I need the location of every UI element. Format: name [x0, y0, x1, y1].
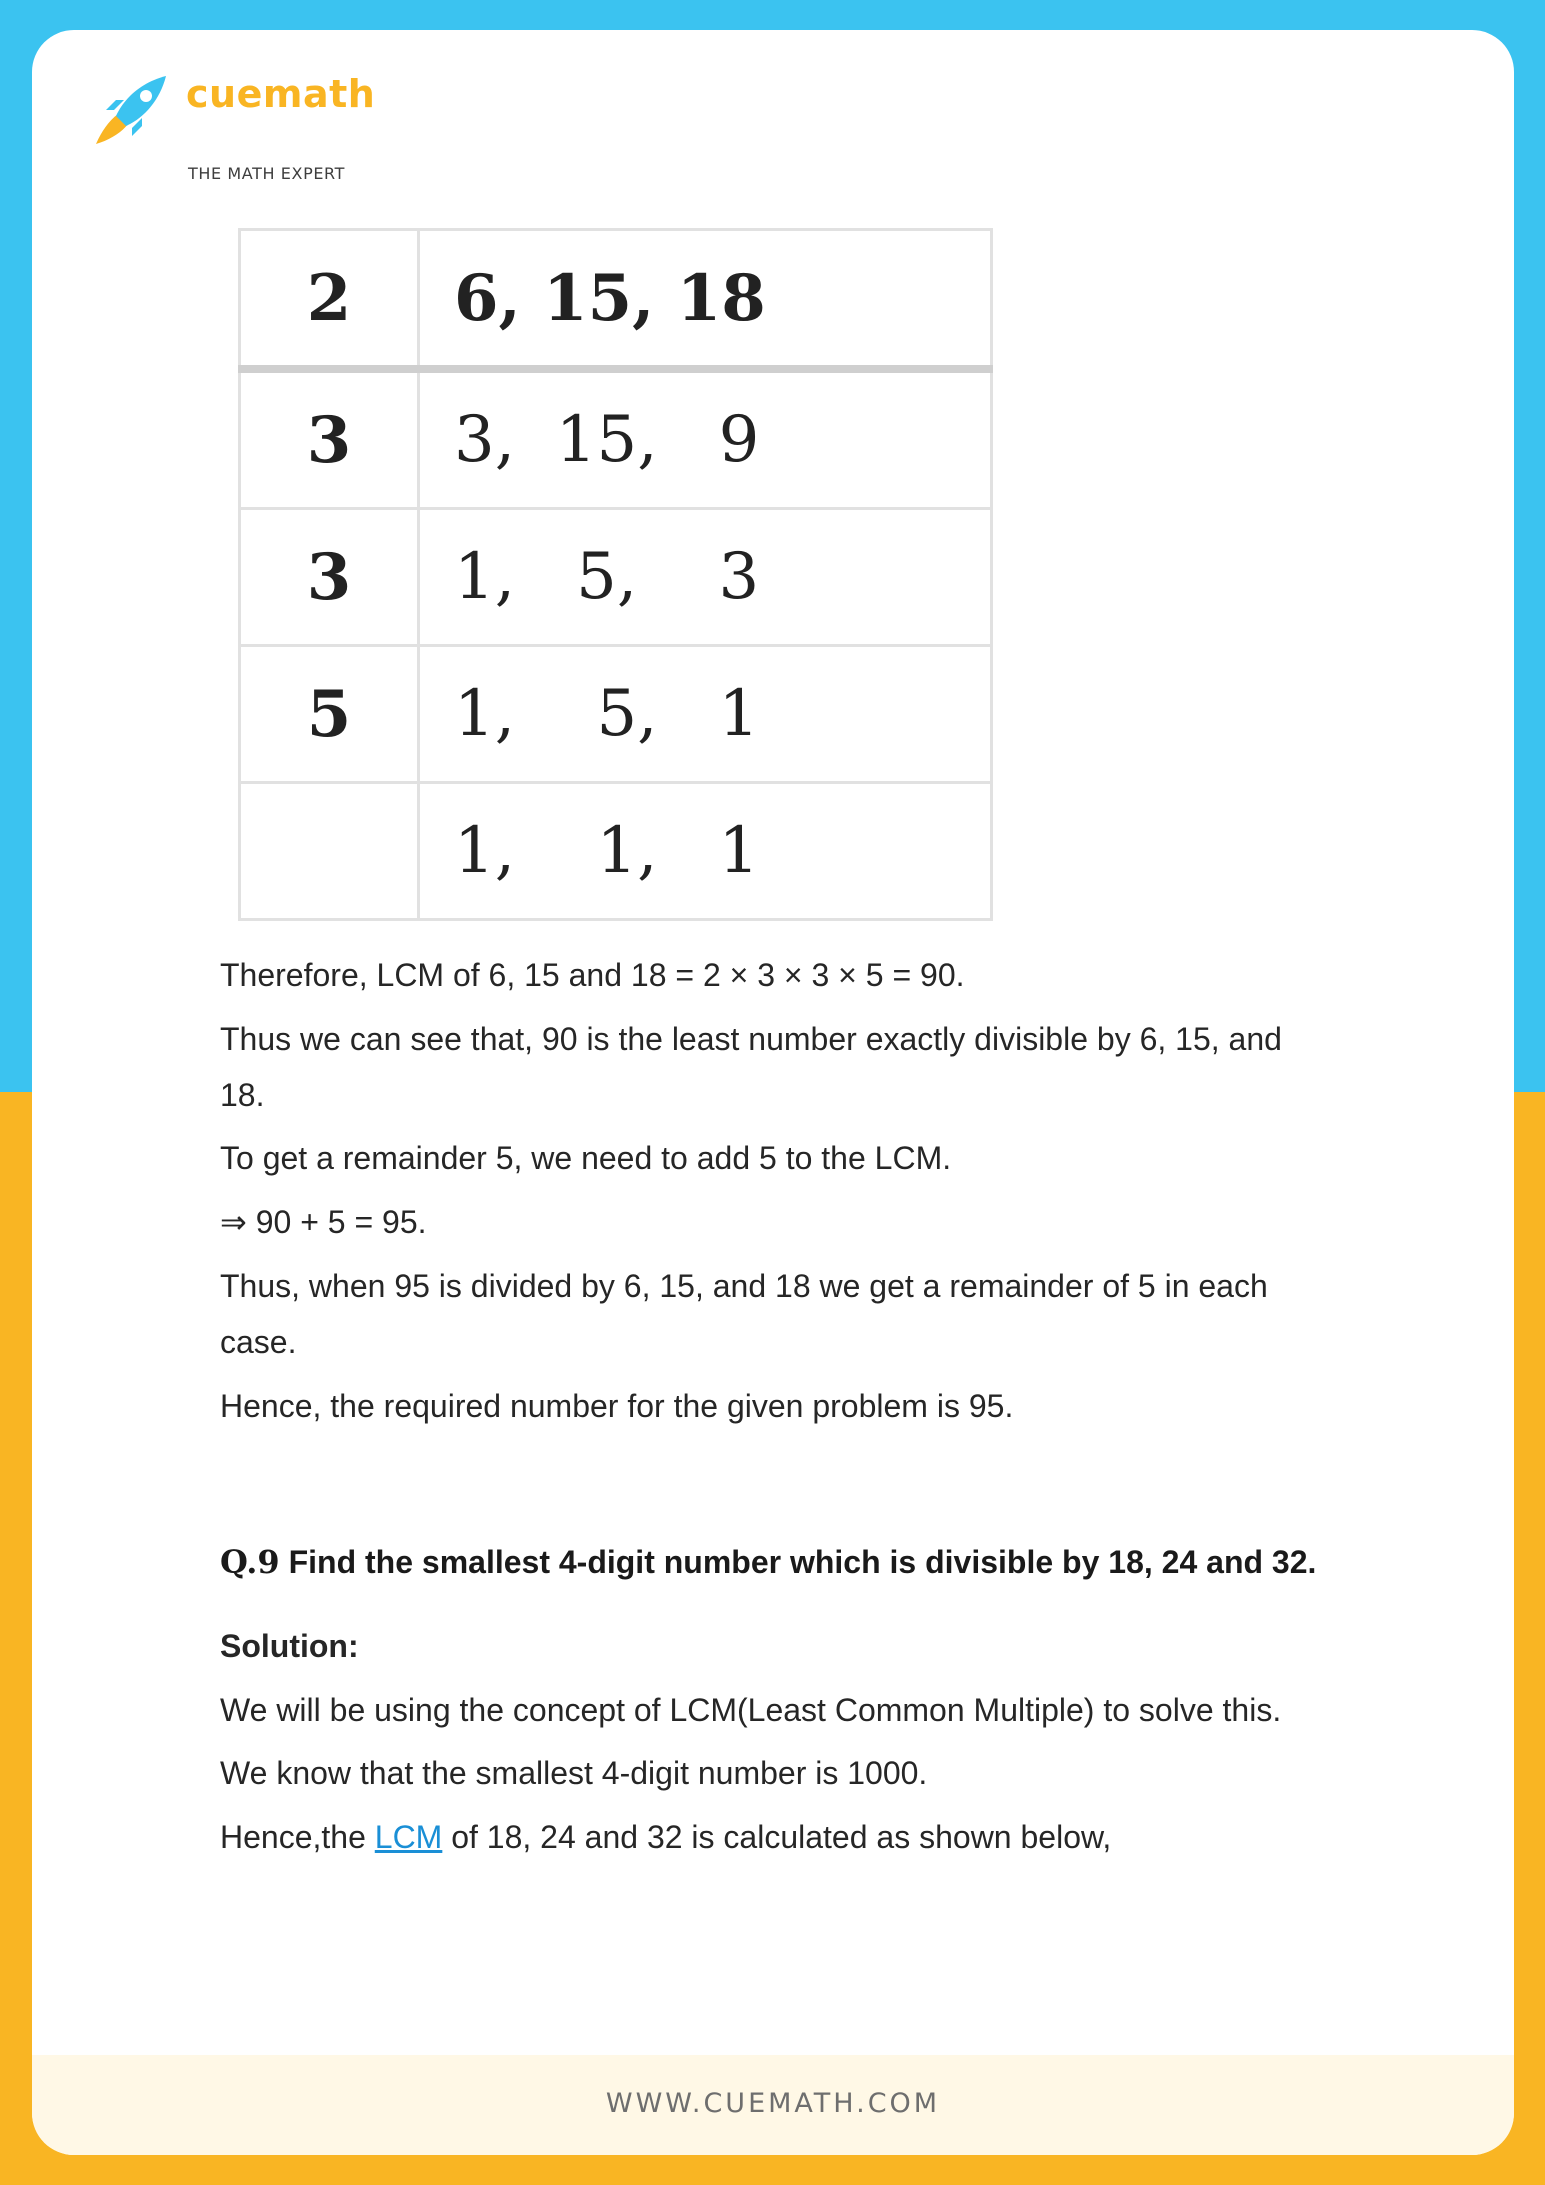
lcm-result-text: Therefore, LCM of 6, 15 and 18 = 2 × 3 × 3 × 5 = 90.: [220, 957, 965, 993]
question-number: Q.9: [220, 1543, 280, 1581]
table-row: [240, 646, 992, 783]
solution-label: Solution:: [220, 1628, 359, 1664]
numbers-cell: 3, 15, 9: [419, 369, 992, 509]
lcm-intro-after: of 18, 24 and 32 is calculated as shown below,: [442, 1819, 1112, 1855]
divisor-cell: 3: [240, 369, 419, 509]
numbers-cell: 1, 5, 3: [419, 509, 992, 646]
page-card: [32, 30, 1514, 2155]
numbers-cell: 1, 1, 1: [419, 783, 992, 920]
table-row: [240, 230, 992, 370]
divisor-cell: 5: [240, 646, 419, 783]
brand-name: cuemath: [186, 72, 376, 116]
addition-step-text: ⇒ 90 + 5 = 95.: [220, 1204, 427, 1240]
solution-concept-text: We will be using the concept of LCM(Least Common Multiple) to solve this.: [220, 1692, 1282, 1728]
question-text: Find the smallest 4-digit number which is divisible by 18, 24 and 32.: [288, 1544, 1317, 1580]
least-number-text: [220, 1011, 1430, 1123]
cuemath-logo[interactable]: [88, 70, 388, 183]
table-row: [240, 783, 992, 920]
division-check-line-1: Thus, when 95 is divided by 6, 15, and 18 we get a remainder of 5 in each: [220, 1268, 1268, 1304]
lcm-intro-text: [220, 1809, 1430, 1865]
divisor-cell: [240, 783, 419, 920]
answer-text: Hence, the required number for the given problem is 95.: [220, 1388, 1014, 1424]
question-heading: [220, 1534, 1430, 1590]
division-check-text: [220, 1258, 1430, 1370]
smallest-number-text: We know that the smallest 4-digit number is 1000.: [220, 1755, 928, 1791]
lcm-division-table: [238, 228, 993, 921]
divisor-cell: 2: [240, 230, 419, 370]
remainder-text: To get a remainder 5, we need to add 5 to the LCM.: [220, 1140, 952, 1176]
table-row: [240, 509, 992, 646]
rocket-logo-icon: [88, 70, 172, 154]
least-number-line-2: 18.: [220, 1077, 265, 1113]
numbers-cell: 1, 5, 1: [419, 646, 992, 783]
lcm-intro-before: Hence,the: [220, 1819, 375, 1855]
least-number-line-1: Thus we can see that, 90 is the least number exactly divisible by 6, 15, and: [220, 1021, 1282, 1057]
footer-url[interactable]: WWW.CUEMATH.COM: [605, 2088, 941, 2119]
numbers-cell: 6, 15, 18: [419, 230, 992, 370]
divisor-cell: 3: [240, 509, 419, 646]
brand-tagline: THE MATH EXPERT: [188, 164, 345, 183]
lcm-link[interactable]: LCM: [374, 1819, 443, 1855]
table-row: [240, 369, 992, 509]
division-check-line-2: case.: [220, 1324, 297, 1360]
